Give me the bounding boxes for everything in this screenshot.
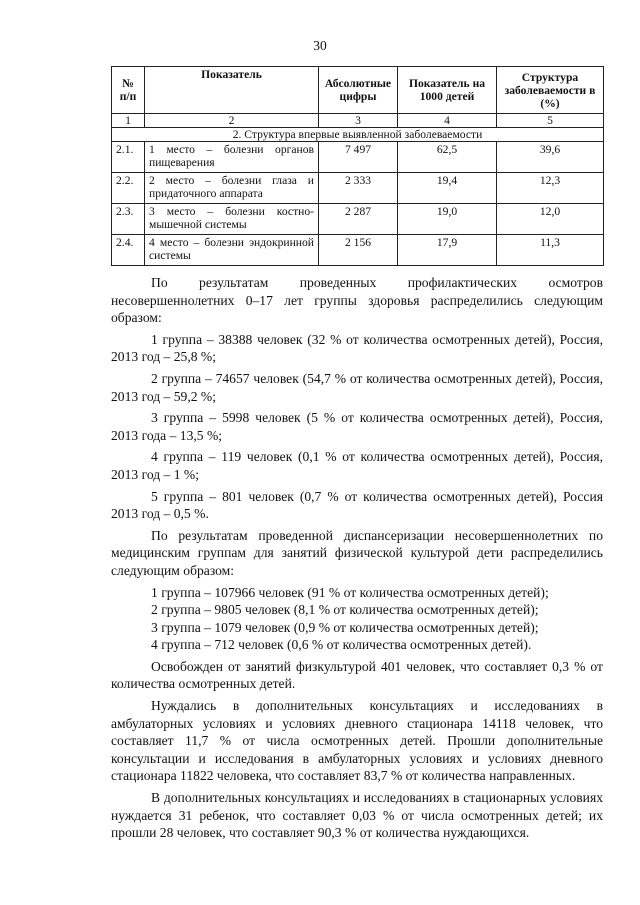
- table-row: [112, 142, 604, 173]
- row-label: 2 место – болезни глаза и придаточного аппарата: [145, 173, 319, 204]
- section-title: 2. Структура впервые выявленной заболеваемости: [112, 128, 604, 142]
- col-index: 1: [112, 114, 145, 128]
- table-header-row: [112, 67, 604, 114]
- row-structure: 12,3: [497, 173, 604, 204]
- row-absolute: 2 156: [319, 235, 398, 266]
- paragraph: Нуждались в дополнительных консультациях и исследованиях в амбулаторных условиях и условиях дневного стационара 14118 человек, что составляет 11,7 % от числа осмотренных детей. Прошли дополнительные консультации и исследования в амбулаторных условиях и условиях дневного стационара 11822 человека, что составляет 83,7 % от количества направленных.: [111, 698, 603, 784]
- paragraph: 4 группа – 119 человек (0,1 % от количества осмотренных детей), Россия, 2013 год – 1 %;: [111, 449, 603, 482]
- col-index: 2: [145, 114, 319, 128]
- table-row: [112, 235, 604, 266]
- header-indicator: Показатель: [145, 67, 319, 114]
- paragraph: 2 группа – 9805 человек (8,1 % от количества осмотренных детей);: [151, 602, 539, 618]
- paragraph: 1 группа – 38388 человек (32 % от количества осмотренных детей), Россия, 2013 год – 25,8 %;: [111, 331, 603, 365]
- row-num: 2.1.: [112, 142, 145, 173]
- column-index-row: [112, 114, 604, 128]
- row-structure: 39,6: [497, 142, 604, 173]
- col-index: 3: [319, 114, 398, 128]
- row-per-1000: 62,5: [398, 142, 497, 173]
- row-label: 3 место – болезни костно-мышечной системы: [145, 204, 319, 235]
- row-per-1000: 19,4: [398, 173, 497, 204]
- paragraph: По результатам проведенной диспансеризации несовершеннолетних по медицинским группам для занятий физической культурой дети распределились следующим образом:: [111, 527, 603, 578]
- paragraph: 5 группа – 801 человек (0,7 % от количества осмотренных детей), Россия 2013 год – 0,5 %.: [111, 488, 603, 522]
- paragraph: 3 группа – 1079 человек (0,9 % от количества осмотренных детей);: [151, 619, 539, 635]
- row-label: 1 место – болезни органов пищеварения: [145, 142, 319, 173]
- morbidity-table: [111, 66, 604, 266]
- header-absolute: Абсолютные цифры: [319, 67, 398, 114]
- row-num: 2.4.: [112, 235, 145, 266]
- col-index: 4: [398, 114, 497, 128]
- row-per-1000: 17,9: [398, 235, 497, 266]
- row-num: 2.2.: [112, 173, 145, 204]
- row-absolute: 7 497: [319, 142, 398, 173]
- paragraph: 4 группа – 712 человек (0,6 % от количества осмотренных детей).: [151, 637, 532, 653]
- paragraph: Освобожден от занятий физкультурой 401 человек, что составляет 0,3 % от количества осмотренных детей.: [111, 658, 603, 692]
- paragraph: По результатам проведенных профилактических осмотров несовершеннолетних 0–17 лет группы здоровья распределились следующим образом:: [111, 275, 603, 326]
- table-row: [112, 173, 604, 204]
- table-row: [112, 204, 604, 235]
- paragraph: 3 группа – 5998 человек (5 % от количества осмотренных детей), Россия, 2013 года – 13,5 %;: [111, 410, 603, 443]
- section-row: [112, 128, 604, 142]
- header-structure: Структура заболеваемости в (%): [497, 67, 604, 114]
- header-num: № п/п: [112, 67, 145, 114]
- row-structure: 12,0: [497, 204, 604, 235]
- row-absolute: 2 287: [319, 204, 398, 235]
- page-number: 30: [313, 38, 327, 53]
- col-index: 5: [497, 114, 604, 128]
- paragraph: 1 группа – 107966 человек (91 % от количества осмотренных детей);: [151, 584, 549, 600]
- header-per-1000: Показатель на 1000 детей: [398, 67, 497, 114]
- body-text: [111, 274, 603, 842]
- row-per-1000: 19,0: [398, 204, 497, 235]
- row-num: 2.3.: [112, 204, 145, 235]
- paragraph: В дополнительных консультациях и исследованиях в стационарных условиях нуждается 31 ребенок, что составляет 0,03 % от числа осмотренных детей; их прошли 28 человек, что составляет 90,3 % от количества нуждающихся.: [111, 790, 603, 841]
- paragraph: 2 группа – 74657 человек (54,7 % от количества осмотренных детей), Россия, 2013 год – 59,2 %;: [111, 370, 603, 404]
- row-absolute: 2 333: [319, 173, 398, 204]
- row-label: 4 место – болезни эндокринной системы: [145, 235, 319, 266]
- row-structure: 11,3: [497, 235, 604, 266]
